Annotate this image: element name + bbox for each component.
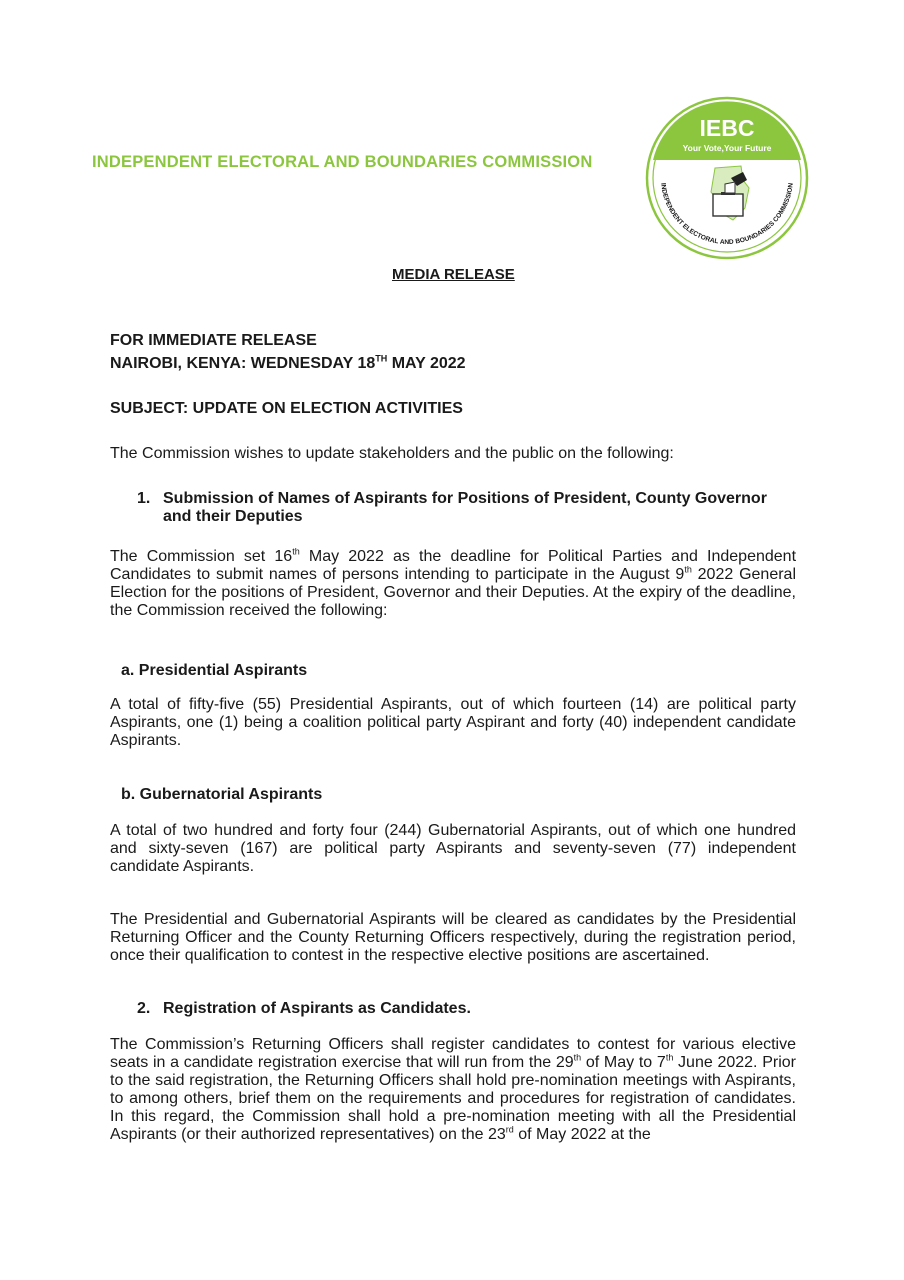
section-2-text-b: of May to 7 [581,1054,666,1071]
subsection-b-label: b. [121,786,136,803]
section-1-text-c: 2022 General Election for the positions of President, Governor and their Deputies. At the expiry of the deadline, the Commission received the following: [110,566,797,619]
gubernatorial-aspirants-paragraph: A total of two hundred and forty four (244) Gubernatorial Aspirants, out of which one hundred and sixty-seven (167) are political party Aspirants and seventy-seven (77) independent candidate Aspirants. [110,822,796,875]
kenya-map-ballot-icon [711,166,749,220]
dateline-month: MAY 2022 [387,355,466,372]
section-2-text-a: The Commission’s Returning Officers shall register candidates to contest for various elective seats in a candidate registration exercise that will run from the 29 [110,1036,796,1071]
section-2-number: 2. [137,1000,151,1017]
intro-paragraph: The Commission wishes to update stakeholders and the public on the following: [110,445,674,462]
clearance-paragraph: The Presidential and Gubernatorial Aspirants will be cleared as candidates by the Presidential Returning Officer and the County Returning Officers respectively, during the registration period, once their qualification to contest in the respective elective positions are ascertained. [110,911,796,964]
subsection-b-title: Gubernatorial Aspirants [139,786,323,803]
section-1-text-a: The Commission set 16 [110,548,293,565]
section-2-heading-text: Registration of Aspirants as Candidates. [163,1000,471,1017]
section-2-text-d: of May 2022 at the [513,1126,651,1143]
subsection-b-heading [121,786,807,804]
section-2-sup-1: th [573,1052,582,1063]
section-2-paragraph [110,1036,796,1144]
section-2-text-c: June 2022. Prior to the said registration, the Returning Officers shall hold pre-nomination meetings with Aspirants, to among others, brief them on the requirements and procedures for registration of candidates. In this regard, the Commission shall hold a pre-nomination meeting with all the Presidential Aspirants (or their authorized representatives) on the 23 [110,1054,797,1143]
subsection-a-label: a. [121,662,135,679]
section-1-sup-1: th [292,546,300,557]
subject-line: SUBJECT: UPDATE ON ELECTION ACTIVITIES [110,400,463,417]
section-2-sup-3: rd [505,1124,514,1135]
logo-acronym: IEBC [699,115,755,141]
logo-ring-text: INDEPENDENT ELECTORAL AND BOUNDARIES COMMISSION [659,182,795,247]
section-1-sup-2: th [684,564,692,575]
logo-tagline: Your Vote,Your Future [682,143,772,153]
section-1-heading [137,490,797,526]
organization-name: INDEPENDENT ELECTORAL AND BOUNDARIES COMMISSION [92,153,593,171]
dateline [110,355,796,373]
dateline-text: NAIROBI, KENYA: WEDNESDAY 18 [110,355,376,372]
section-1-paragraph [110,548,796,620]
presidential-aspirants-paragraph: A total of fifty-five (55) Presidential Aspirants, out of which fourteen (14) are political party Aspirants, one (1) being a coalition political party Aspirant and forty (40) independent candidate Aspirants. [110,696,796,749]
subsection-a-title: Presidential Aspirants [138,662,308,679]
section-2-sup-2: th [665,1052,674,1063]
iebc-logo [645,96,809,260]
for-immediate-release: FOR IMMEDIATE RELEASE [110,332,317,349]
media-release-title: MEDIA RELEASE [392,266,515,283]
section-2-heading [137,1000,823,1018]
section-1-text-b: May 2022 as the deadline for Political Parties and Independent Candidates to submit names of persons intending to participate in the August 9 [110,548,797,583]
dateline-sup: TH [375,353,388,364]
subsection-a-heading [121,662,807,680]
section-1-number: 1. [137,490,151,507]
section-1-heading-text: Submission of Names of Aspirants for Positions of President, County Governor and their Deputies [163,490,767,525]
